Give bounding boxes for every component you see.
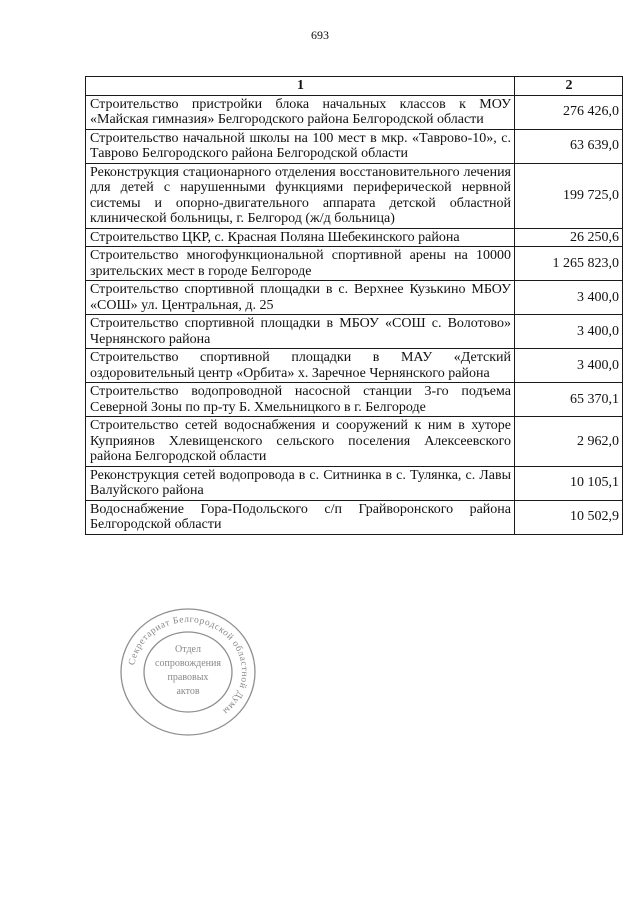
row-value: 3 400,0 xyxy=(515,281,623,315)
row-description: Реконструкция сетей водопровода в с. Ситнинка в с. Тулянка, с. Лавы Валуйского района xyxy=(86,466,515,500)
row-value: 199 725,0 xyxy=(515,163,623,228)
row-value: 276 426,0 xyxy=(515,95,623,129)
row-description: Строительство пристройки блока начальных классов к МОУ «Майская гимназия» Белгородского района Белгородской области xyxy=(86,95,515,129)
svg-text:правовых: правовых xyxy=(167,672,209,683)
row-description: Строительство ЦКР, с. Красная Поляна Шебекинского района xyxy=(86,228,515,247)
table-row xyxy=(86,466,623,500)
page-number: 693 xyxy=(311,28,329,42)
svg-text:актов: актов xyxy=(176,686,200,697)
row-value: 1 265 823,0 xyxy=(515,247,623,281)
svg-text:Отдел: Отдел xyxy=(175,644,201,655)
column-header-2: 2 xyxy=(515,77,623,96)
table-row xyxy=(86,281,623,315)
row-description: Строительство спортивной площадки в МАУ «Детский оздоровительный центр «Орбита» х. Заречное Чернянского района xyxy=(86,349,515,383)
stamp-center-text xyxy=(155,644,221,697)
row-description: Строительство спортивной площадки в с. Верхнее Кузькино МБОУ «СОШ» ул. Центральная, д. 25 xyxy=(86,281,515,315)
row-value: 63 639,0 xyxy=(515,129,623,163)
column-header-1: 1 xyxy=(86,77,515,96)
appendix-table xyxy=(85,76,623,535)
official-stamp xyxy=(118,606,258,738)
row-description: Строительство сетей водоснабжения и сооружений к ним в хуторе Куприянов Хлевищенского сельского поселения Алексеевского района Белгородской области xyxy=(86,417,515,467)
svg-text:сопровождения: сопровождения xyxy=(155,658,221,669)
row-value: 2 962,0 xyxy=(515,417,623,467)
row-value: 26 250,6 xyxy=(515,228,623,247)
row-value: 3 400,0 xyxy=(515,315,623,349)
table-row xyxy=(86,315,623,349)
table-row xyxy=(86,247,623,281)
row-description: Строительство спортивной площадки в МБОУ «СОШ с. Волотово» Чернянского района xyxy=(86,315,515,349)
table-row xyxy=(86,500,623,534)
table-row xyxy=(86,417,623,467)
row-description: Строительство водопроводной насосной станции 3-го подъема Северной Зоны по пр-ту Б. Хмельницкого в г. Белгороде xyxy=(86,383,515,417)
row-description: Реконструкция стационарного отделения восстановительного лечения для детей с нарушенными функциями периферической нервной системы и опорно-двигательного аппарата детской областной клинической больницы, г. Белгород (ж/д больница) xyxy=(86,163,515,228)
table-row xyxy=(86,228,623,247)
row-description: Строительство начальной школы на 100 мест в мкр. «Таврово-10», с. Таврово Белгородского района Белгородской области xyxy=(86,129,515,163)
row-value: 65 370,1 xyxy=(515,383,623,417)
table-header-row xyxy=(86,77,623,96)
row-value: 10 105,1 xyxy=(515,466,623,500)
table-row xyxy=(86,349,623,383)
row-value: 10 502,9 xyxy=(515,500,623,534)
row-description: Водоснабжение Гора-Подольского с/п Грайворонского района Белгородской области xyxy=(86,500,515,534)
stamp-ring-text: Секретариат Белгородской областной Думы xyxy=(127,614,250,717)
table-row xyxy=(86,129,623,163)
row-value: 3 400,0 xyxy=(515,349,623,383)
table-row xyxy=(86,163,623,228)
table-row xyxy=(86,95,623,129)
row-description: Строительство многофункциональной спортивной арены на 10000 зрительских мест в городе Белгороде xyxy=(86,247,515,281)
table-row xyxy=(86,383,623,417)
